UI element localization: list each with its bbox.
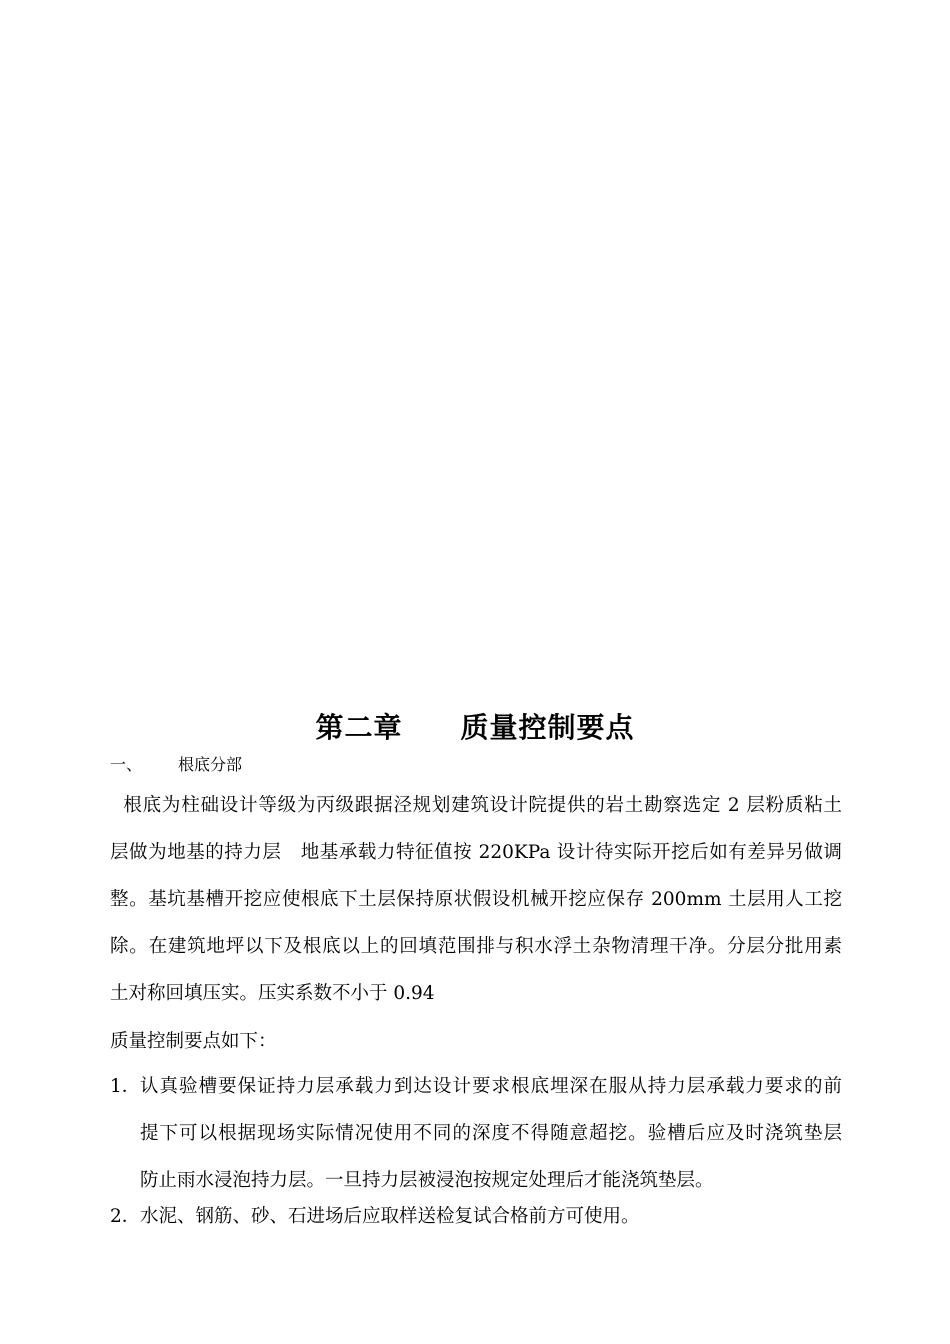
chapter-name: 质量控制要点 bbox=[460, 711, 635, 744]
list-item bbox=[110, 1063, 842, 1204]
paragraph-foundation bbox=[110, 782, 842, 1017]
chapter-title bbox=[0, 706, 950, 746]
section-number: 一、 bbox=[110, 755, 143, 774]
paragraph-line: 整。基坑基槽开挖应使根底下土层保持原状假设机械开挖应保存 200mm 土层用人工挖 bbox=[110, 889, 842, 910]
paragraph-line: 除。在建筑地坪以下及根底以上的回填范围排与积水浮土杂物清理干净。分层分批用素 bbox=[110, 936, 842, 957]
list-line: 认真验槽要保证持力层承载力到达设计要求根底埋深在服从持力层承载力要求的前 bbox=[140, 1076, 842, 1097]
list-line: 水泥、钢筋、砂、石进场后应取样送检复试合格前方可使用。 bbox=[140, 1206, 640, 1227]
list-number: 1． bbox=[110, 1076, 141, 1097]
paragraph-line: 根底为柱础设计等级为丙级跟据泾规划建筑设计院提供的岩土勘察选定 2 层粉质粘土 bbox=[110, 795, 842, 816]
list-item bbox=[110, 1193, 842, 1240]
intro-line: 质量控制要点如下： bbox=[110, 1031, 277, 1052]
section-title: 根底分部 bbox=[178, 755, 243, 774]
list-line: 防止雨水浸泡持力层。一旦持力层被浸泡按规定处理后才能浇筑垫层。 bbox=[140, 1170, 714, 1191]
chapter-number: 第二章 bbox=[315, 711, 403, 744]
paragraph-line: 层做为地基的持力层 地基承载力特征值按 220KPa 设计待实际开挖后如有差异另做调 bbox=[110, 842, 842, 863]
section-heading bbox=[110, 752, 242, 775]
list-line: 提下可以根据现场实际情况使用不同的深度不得随意超挖。验槽后应及时浇筑垫层 bbox=[140, 1123, 842, 1144]
list-number: 2． bbox=[110, 1206, 141, 1227]
intro-text bbox=[110, 1018, 842, 1065]
paragraph-line: 土对称回填压实。压实系数不小于 0.94 bbox=[110, 983, 435, 1004]
